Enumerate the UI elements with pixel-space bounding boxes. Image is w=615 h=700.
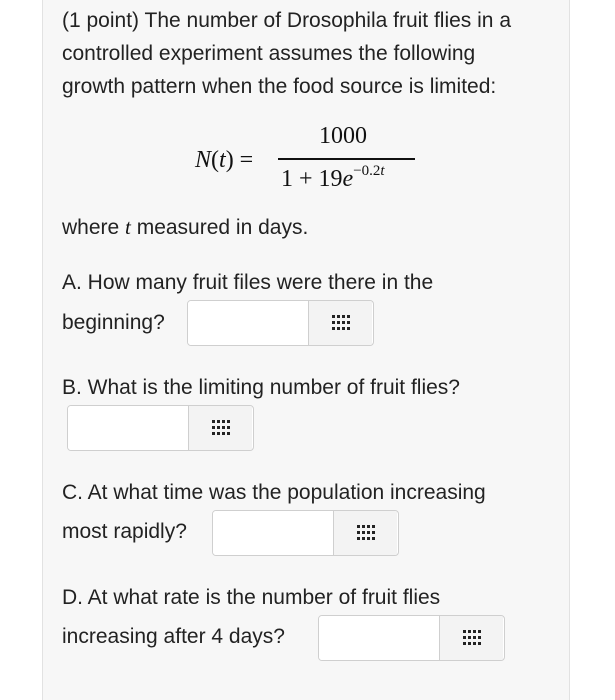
answer-b-palette-button[interactable] [188, 406, 252, 450]
formula-denominator [281, 165, 385, 193]
answer-b-box [67, 405, 254, 451]
answer-c-box [212, 510, 399, 556]
answer-a-palette-button[interactable] [308, 301, 372, 345]
answer-c-palette-button[interactable] [333, 511, 397, 555]
question-d-line-1: D. At what rate is the number of fruit flies [62, 586, 441, 609]
question-a-line-1: A. How many fruit files were there in the [62, 271, 434, 294]
answer-b-input[interactable] [68, 406, 188, 450]
formula-denominator-exponent: −0.2t [353, 163, 385, 179]
answer-d-input[interactable] [319, 616, 439, 660]
answer-a-box [187, 300, 374, 346]
grid-icon [463, 630, 481, 646]
grid-icon [212, 420, 230, 436]
question-b-line-1: B. What is the limiting number of fruit flies? [62, 376, 460, 399]
intro-line-2: controlled experiment assumes the following [62, 42, 476, 65]
question-d-line-2: increasing after 4 days? [62, 625, 285, 648]
answer-d-palette-button[interactable] [439, 616, 503, 660]
formula-numerator: 1000 [319, 123, 367, 149]
variable-t: t [125, 215, 131, 239]
question-c-line-1: C. At what time was the population increasing [62, 481, 486, 504]
where-text: where t measured in days. [62, 215, 309, 239]
answer-c-input[interactable] [213, 511, 333, 555]
question-c-line-2: most rapidly? [62, 520, 187, 543]
grid-icon [357, 525, 375, 541]
answer-d-box [318, 615, 505, 661]
question-a-line-2: beginning? [62, 311, 165, 334]
formula-lhs: N(t) = [195, 147, 254, 173]
grid-icon [332, 315, 350, 331]
intro-line-1: (1 point) The number of Drosophila fruit flies in a [62, 9, 511, 32]
answer-a-input[interactable] [188, 301, 308, 345]
growth-formula [195, 120, 455, 200]
formula-denominator-base: 1 + 19e [281, 166, 354, 192]
intro-line-3: growth pattern when the food source is limited: [62, 75, 497, 98]
fraction-bar [278, 158, 415, 160]
